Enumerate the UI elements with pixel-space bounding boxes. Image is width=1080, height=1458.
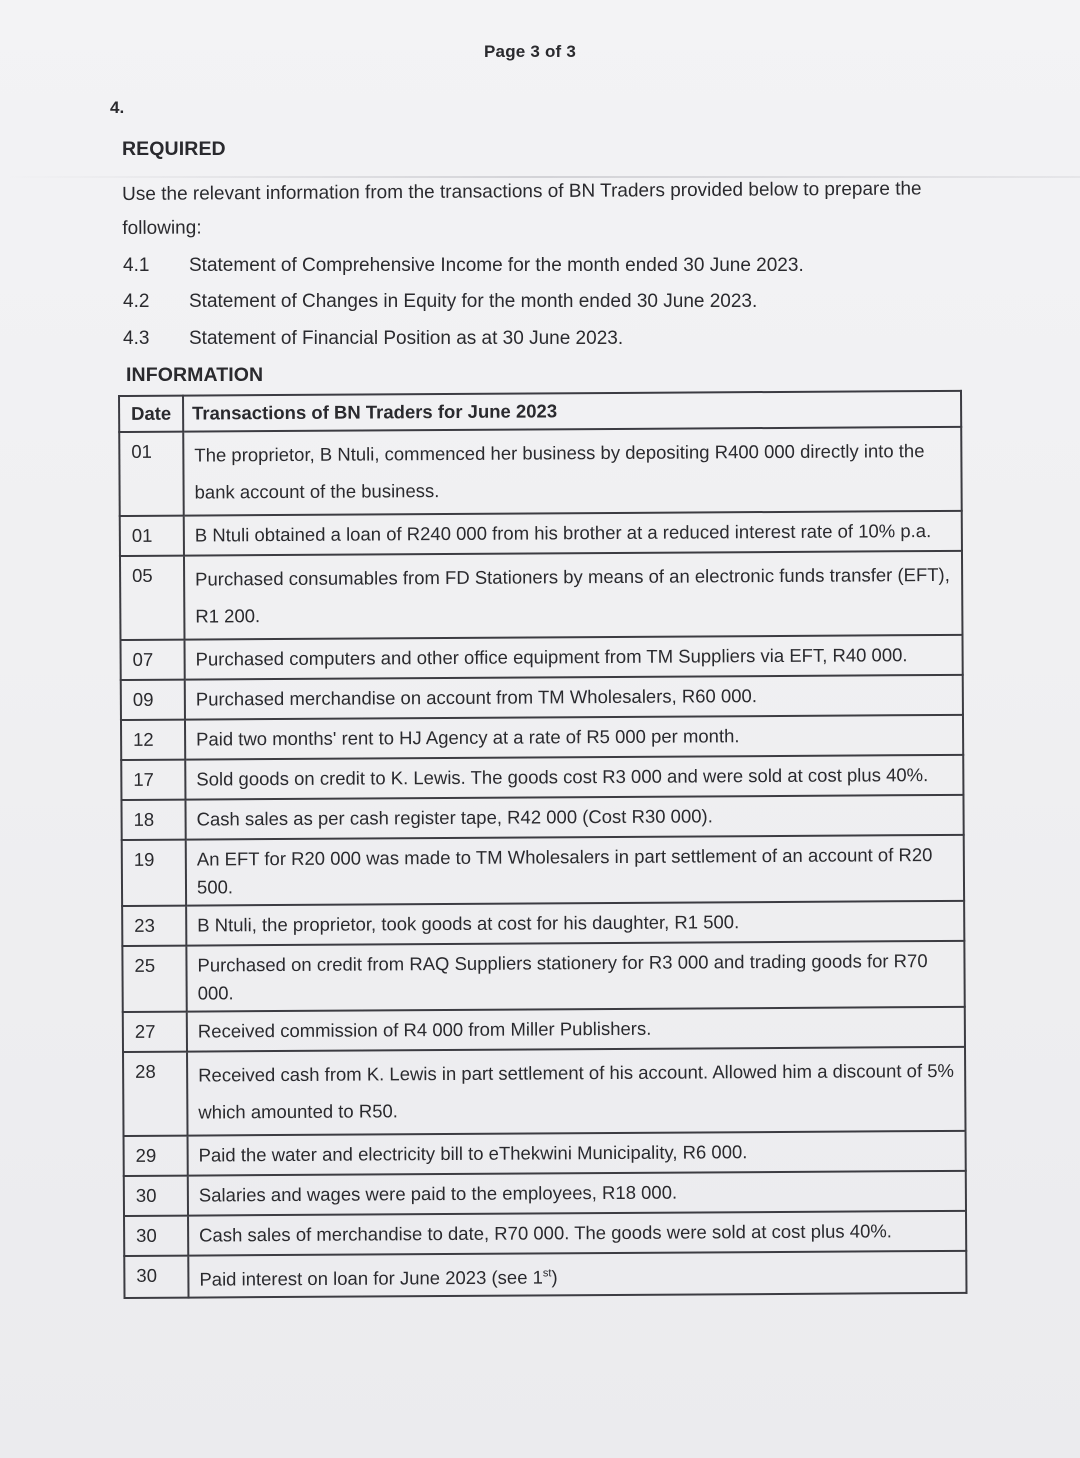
task-text: Statement of Changes in Equity for the month ended 30 June 2023.	[189, 291, 758, 312]
transaction-description: Salaries and wages were paid to the employees, R18 000.	[188, 1171, 966, 1216]
transaction-text-suffix: )	[551, 1266, 558, 1288]
task-text: Statement of Financial Position as at 30 June 2023.	[189, 328, 624, 349]
task-number: 4.3	[123, 328, 150, 349]
transaction-description: Purchased on credit from RAQ Suppliers stationery for R3 000 and trading goods for R70 000.	[186, 941, 964, 1012]
table-row	[122, 941, 964, 1012]
table-row	[119, 427, 961, 516]
task-item	[123, 328, 623, 350]
transaction-description: Cash sales as per cash register tape, R42 000 (Cost R30 000).	[185, 795, 963, 840]
transaction-date: 29	[124, 1136, 188, 1176]
transaction-date: 30	[124, 1216, 188, 1256]
table-row	[123, 1047, 965, 1136]
transaction-description: B Ntuli, the proprietor, took goods at cost for his daughter, R1 500.	[186, 901, 964, 946]
transaction-date: 17	[121, 760, 185, 800]
transaction-date: 28	[123, 1052, 188, 1136]
transaction-description: Purchased merchandise on account from TM Wholesalers, R60 000.	[185, 675, 963, 720]
transaction-description: Purchased computers and other office equipment from TM Suppliers via EFT, R40 000.	[184, 635, 962, 680]
date-column-header: Date	[119, 396, 183, 432]
transaction-date: 07	[120, 640, 184, 680]
task-text: Statement of Comprehensive Income for the month ended 30 June 2023.	[189, 255, 804, 276]
ordinal-superscript: st	[542, 1267, 552, 1280]
transaction-description	[188, 1251, 966, 1298]
table-row	[121, 675, 963, 720]
information-heading: INFORMATION	[126, 364, 264, 386]
table-header-row	[119, 391, 961, 432]
transaction-description: An EFT for R20 000 was made to TM Wholesalers in part settlement of an account of R20 500.	[186, 835, 964, 906]
table-row	[120, 551, 962, 640]
table-row	[120, 635, 962, 680]
transaction-date: 19	[122, 840, 186, 906]
task-number: 4.2	[123, 291, 150, 312]
table-row	[124, 1211, 966, 1256]
task-number: 4.1	[123, 255, 150, 276]
table-row	[121, 755, 963, 800]
transactions-column-header: Transactions of BN Traders for June 2023	[183, 391, 961, 432]
table-row	[121, 715, 963, 760]
table-row	[120, 511, 962, 556]
table-body	[119, 427, 966, 1298]
table-row	[124, 1251, 966, 1298]
task-item	[123, 255, 804, 277]
transaction-description: Sold goods on credit to K. Lewis. The goods cost R3 000 and were sold at cost plus 40%.	[185, 755, 963, 800]
page-number: Page 3 of 3	[484, 42, 576, 61]
required-heading: REQUIRED	[122, 138, 226, 160]
transactions-table	[118, 390, 968, 1299]
table-row	[122, 835, 964, 906]
table-row	[124, 1131, 966, 1176]
transaction-date: 27	[123, 1012, 187, 1052]
transaction-description: Received cash from K. Lewis in part settlement of his account. Allowed him a discount of 5% which amounted to R50.	[187, 1047, 965, 1136]
transaction-date: 23	[122, 906, 186, 946]
transaction-date: 30	[124, 1176, 188, 1216]
table-row	[124, 1171, 966, 1216]
transaction-date: 09	[121, 680, 185, 720]
transaction-date: 12	[121, 720, 185, 760]
transaction-description: Received commission of R4 000 from Miller Publishers.	[187, 1007, 965, 1052]
transaction-text: Paid interest on loan for June 2023 (see 1	[199, 1266, 543, 1290]
transaction-date: 18	[121, 800, 185, 840]
table-row	[122, 901, 964, 946]
transaction-description: The proprietor, B Ntuli, commenced her business by depositing R400 000 directly into the bank account of the business.	[183, 427, 961, 516]
table-row	[121, 795, 963, 840]
transaction-description: Paid the water and electricity bill to eThekwini Municipality, R6 000.	[188, 1131, 966, 1176]
transaction-description: B Ntuli obtained a loan of R240 000 from his brother at a reduced interest rate of 10% p.a.	[184, 511, 962, 556]
transaction-date: 01	[120, 516, 184, 556]
task-item	[123, 291, 757, 313]
transaction-date: 25	[122, 946, 186, 1012]
transaction-date: 01	[119, 432, 184, 516]
table-row	[123, 1007, 965, 1052]
instructions-text: Use the relevant information from the transactions of BN Traders provided below to prepare the following:	[122, 178, 922, 239]
transaction-date: 30	[124, 1256, 188, 1299]
transaction-description: Cash sales of merchandise to date, R70 000. The goods were sold at cost plus 40%.	[188, 1211, 966, 1256]
question-number: 4.	[110, 98, 125, 117]
transaction-description: Purchased consumables from FD Stationers by means of an electronic funds transfer (EFT), R1 200.	[184, 551, 962, 640]
transaction-date: 05	[120, 556, 185, 640]
transaction-description: Paid two months' rent to HJ Agency at a rate of R5 000 per month.	[185, 715, 963, 760]
transactions-table-container	[118, 390, 966, 1299]
